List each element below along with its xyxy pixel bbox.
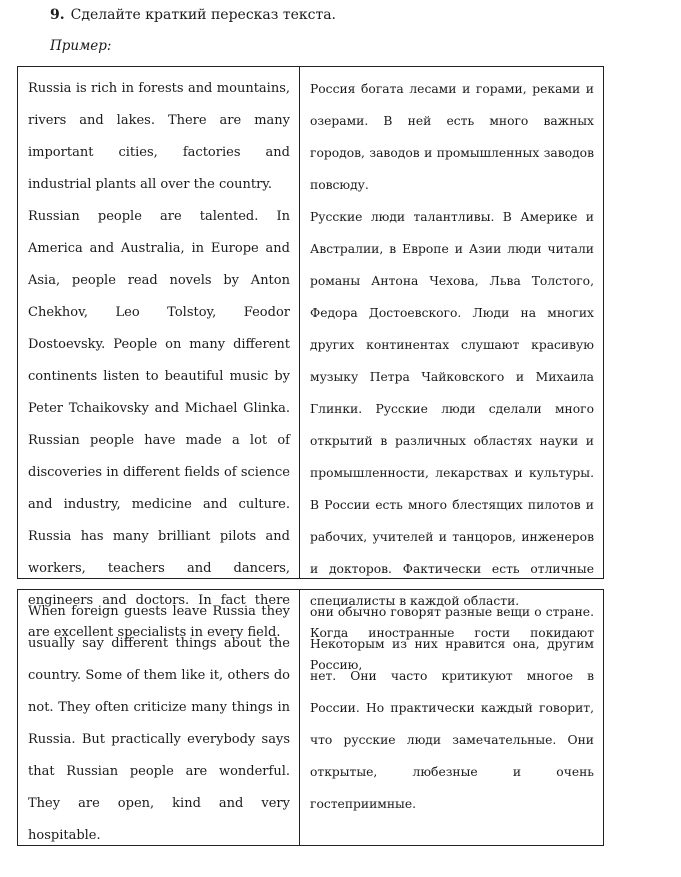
translation-table-1 [17,66,604,672]
russian-paragraph: Россия богата лесами и горами, реками и озерами. В ней есть много важных городов, заводов и промышленных заводов повсюду. [310,82,594,192]
english-paragraph: When foreign guests leave Russia they usually say different things about the country. Some of them like it, others do not. They often criticize many things in Russia. But practically everybody says that Russian people are wonderful. They are open, kind and very hospitable. [28,604,290,843]
translation-table-2 [17,589,604,846]
russian-column [300,67,603,672]
english-column [18,590,300,845]
russian-paragraph: Русские люди талантливы. В Америке и Австралии, в Европе и Азии люди читали романы Антона Чехова, Льва Толстого, Федора Достоевского. Люди на многих других континентах слушают красивую музыку Петра Чайковского и Михаила Глинки. Русские люди сделали много открытий в различных областях науки и промышленности, лекарствах и культуры. В России есть много блестящих пилотов и рабочих, учителей и танцоров, инженеров и докторов. Фактически есть отличные специалисты в каждой области. [310,210,594,608]
russian-column [300,590,603,845]
english-paragraph: Russian people are talented. In America and Australia, in Europe and Asia, people read novels by Anton Chekhov, Leo Tolstoy, Feodor Dostoevsky. People on many different continents listen to beautiful music by Peter Tchaikovsky and Michael Glinka. Russian people have made a lot of discoveries in different fields of science and industry, medicine and culture. Russia has many brilliant pilots and workers, teachers and dancers, engineers and doctors. In fact there are excellent specialists in every field. [28,209,290,640]
task-heading [50,7,336,23]
russian-paragraph: они обычно говорят разные вещи о стране. Некоторым из них нравится она, другим нет. Они часто критикуют многое в России. Но практически каждый говорит, что русские люди замечательные. Они открытые, любезные и очень гостеприимные. [310,605,594,811]
english-column [18,67,300,640]
russian-paragraph: Когда иностранные гости покидают Россию, [310,626,594,672]
example-label: Пример: [50,38,112,54]
task-instruction: Сделайте краткий пересказ текста. [70,7,337,23]
english-paragraph: Russia is rich in forests and mountains, rivers and lakes. There are many important cities, factories and industrial plants all over the country. [28,81,290,192]
task-number: 9. [50,7,65,23]
